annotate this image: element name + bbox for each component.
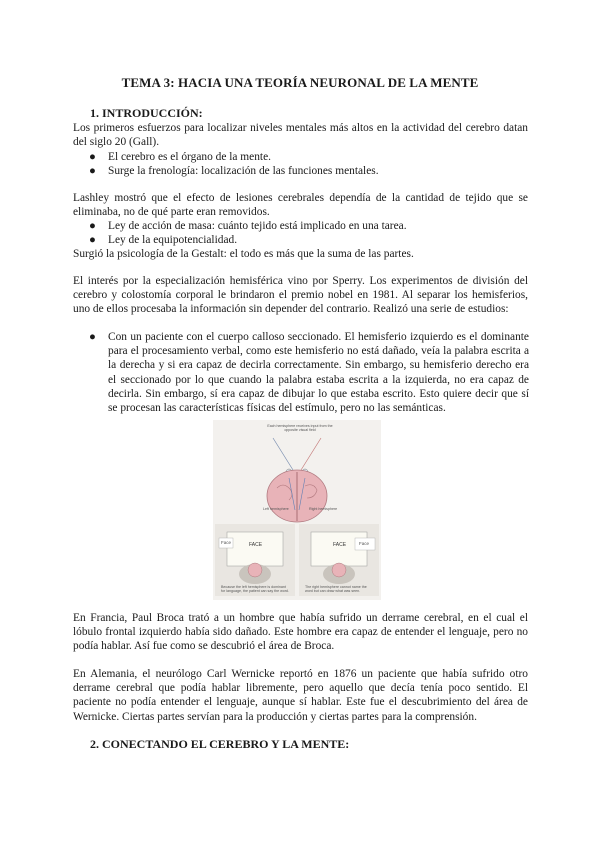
screen-word-right: FACE: [333, 542, 347, 548]
paragraph-wernicke: En Alemania, el neurólogo Carl Wernicke reportó en 1876 un paciente que había sufrido otro derrame cerebral que podía hablar libremente, pero aquello que decía tenía poco sentido. El paciente no podía entender el lenguaje, aunque sí hablar. Este fue el descubrimiento del área de Wernicke. Ciertas partes servían para la producción y ciertas partes para la comprensión.: [73, 668, 528, 723]
bullet-icon: ●: [89, 234, 96, 246]
screen-word-left: FACE: [249, 542, 263, 548]
split-brain-illustration: [213, 420, 381, 600]
paragraph-gall: Los primeros esfuerzos para localizar niveles mentales más altos en la actividad del cerebro datan del siglo 20 (Gall).: [73, 122, 528, 149]
caption-right: The right hemisphere cannot name the word but can draw what was seen.: [305, 585, 367, 594]
bullet-text: El cerebro es el órgano de la mente.: [108, 151, 271, 163]
paragraph-gestalt: Surgió la psicología de la Gestalt: el todo es más que la suma de las partes.: [73, 248, 414, 260]
bullet-text: Con un paciente con el cuerpo calloso seccionado. El hemisferio izquierdo es el dominante para el procesamiento verbal, como este hemisferio no está dañado, veía la palabra escrita a la derecha y si era capaz de decirla correctamente. Sin embargo, su hemisferio derecho era el seccionado por lo que cuando la palabra estaba escrita a la izquierda, no era capaz de decirla. Sin embargo, sí era capaz de dibujar lo que estaba escrito. Esto quiere decir que sí se procesan las características físicas del estímulo, pero no las semánticas.: [108, 331, 529, 415]
card-left: Face: [221, 540, 232, 545]
bullet-text: Ley de la equipotencialidad.: [108, 234, 238, 246]
figure-top-caption: Each hemisphere receives input from the opposite visual field: [267, 424, 333, 433]
bullet-icon: ●: [89, 151, 96, 163]
bullet-icon: ●: [89, 220, 96, 232]
document-title: TEMA 3: HACIA UNA TEORÍA NEURONAL DE LA MENTE: [121, 75, 479, 90]
paragraph-lashley: Lashley mostró que el efecto de lesiones cerebrales dependía de la cantidad de tejido que se eliminaba, no de qué parte eran removidos.: [73, 192, 528, 219]
caption-left: Because the left hemisphere is dominant for language, the patient can say the word.: [221, 585, 289, 594]
card-right: Face: [359, 541, 370, 546]
section-heading-conectando: 2. CONECTANDO EL CEREBRO Y LA MENTE:: [90, 737, 350, 751]
bullet-text: Surge la frenología: localización de las funciones mentales.: [108, 165, 379, 177]
bullet-text: Ley de acción de masa: cuánto tejido está implicado en una tarea.: [108, 220, 407, 232]
label-left-hemisphere: Left hemisphere: [263, 507, 289, 511]
paragraph-sperry: El interés por la especialización hemisférica vino por Sperry. Los experimentos de división del cerebro y colostomía corporal le brindaron el premio nobel en 1981. Al separar los hemisferios, uno de ellos procesaba la información sin depender del contrario. Realizó una serie de estudios:: [73, 275, 528, 316]
paragraph-broca: En Francia, Paul Broca trató a un hombre que había sufrido un derrame cerebral, en el cual el lóbulo frontal izquierdo había sido dañado. Este hombre era capaz de entender el lenguaje, pero no podía hablar. Así fue como se descubrió el área de Broca.: [73, 612, 528, 653]
bullet-icon: ●: [89, 331, 96, 343]
label-right-hemisphere: Right hemisphere: [309, 507, 338, 511]
bullet-icon: ●: [89, 165, 96, 177]
split-brain-figure: [213, 420, 381, 600]
section-heading-introduccion: 1. INTRODUCCIÓN:: [90, 106, 203, 120]
